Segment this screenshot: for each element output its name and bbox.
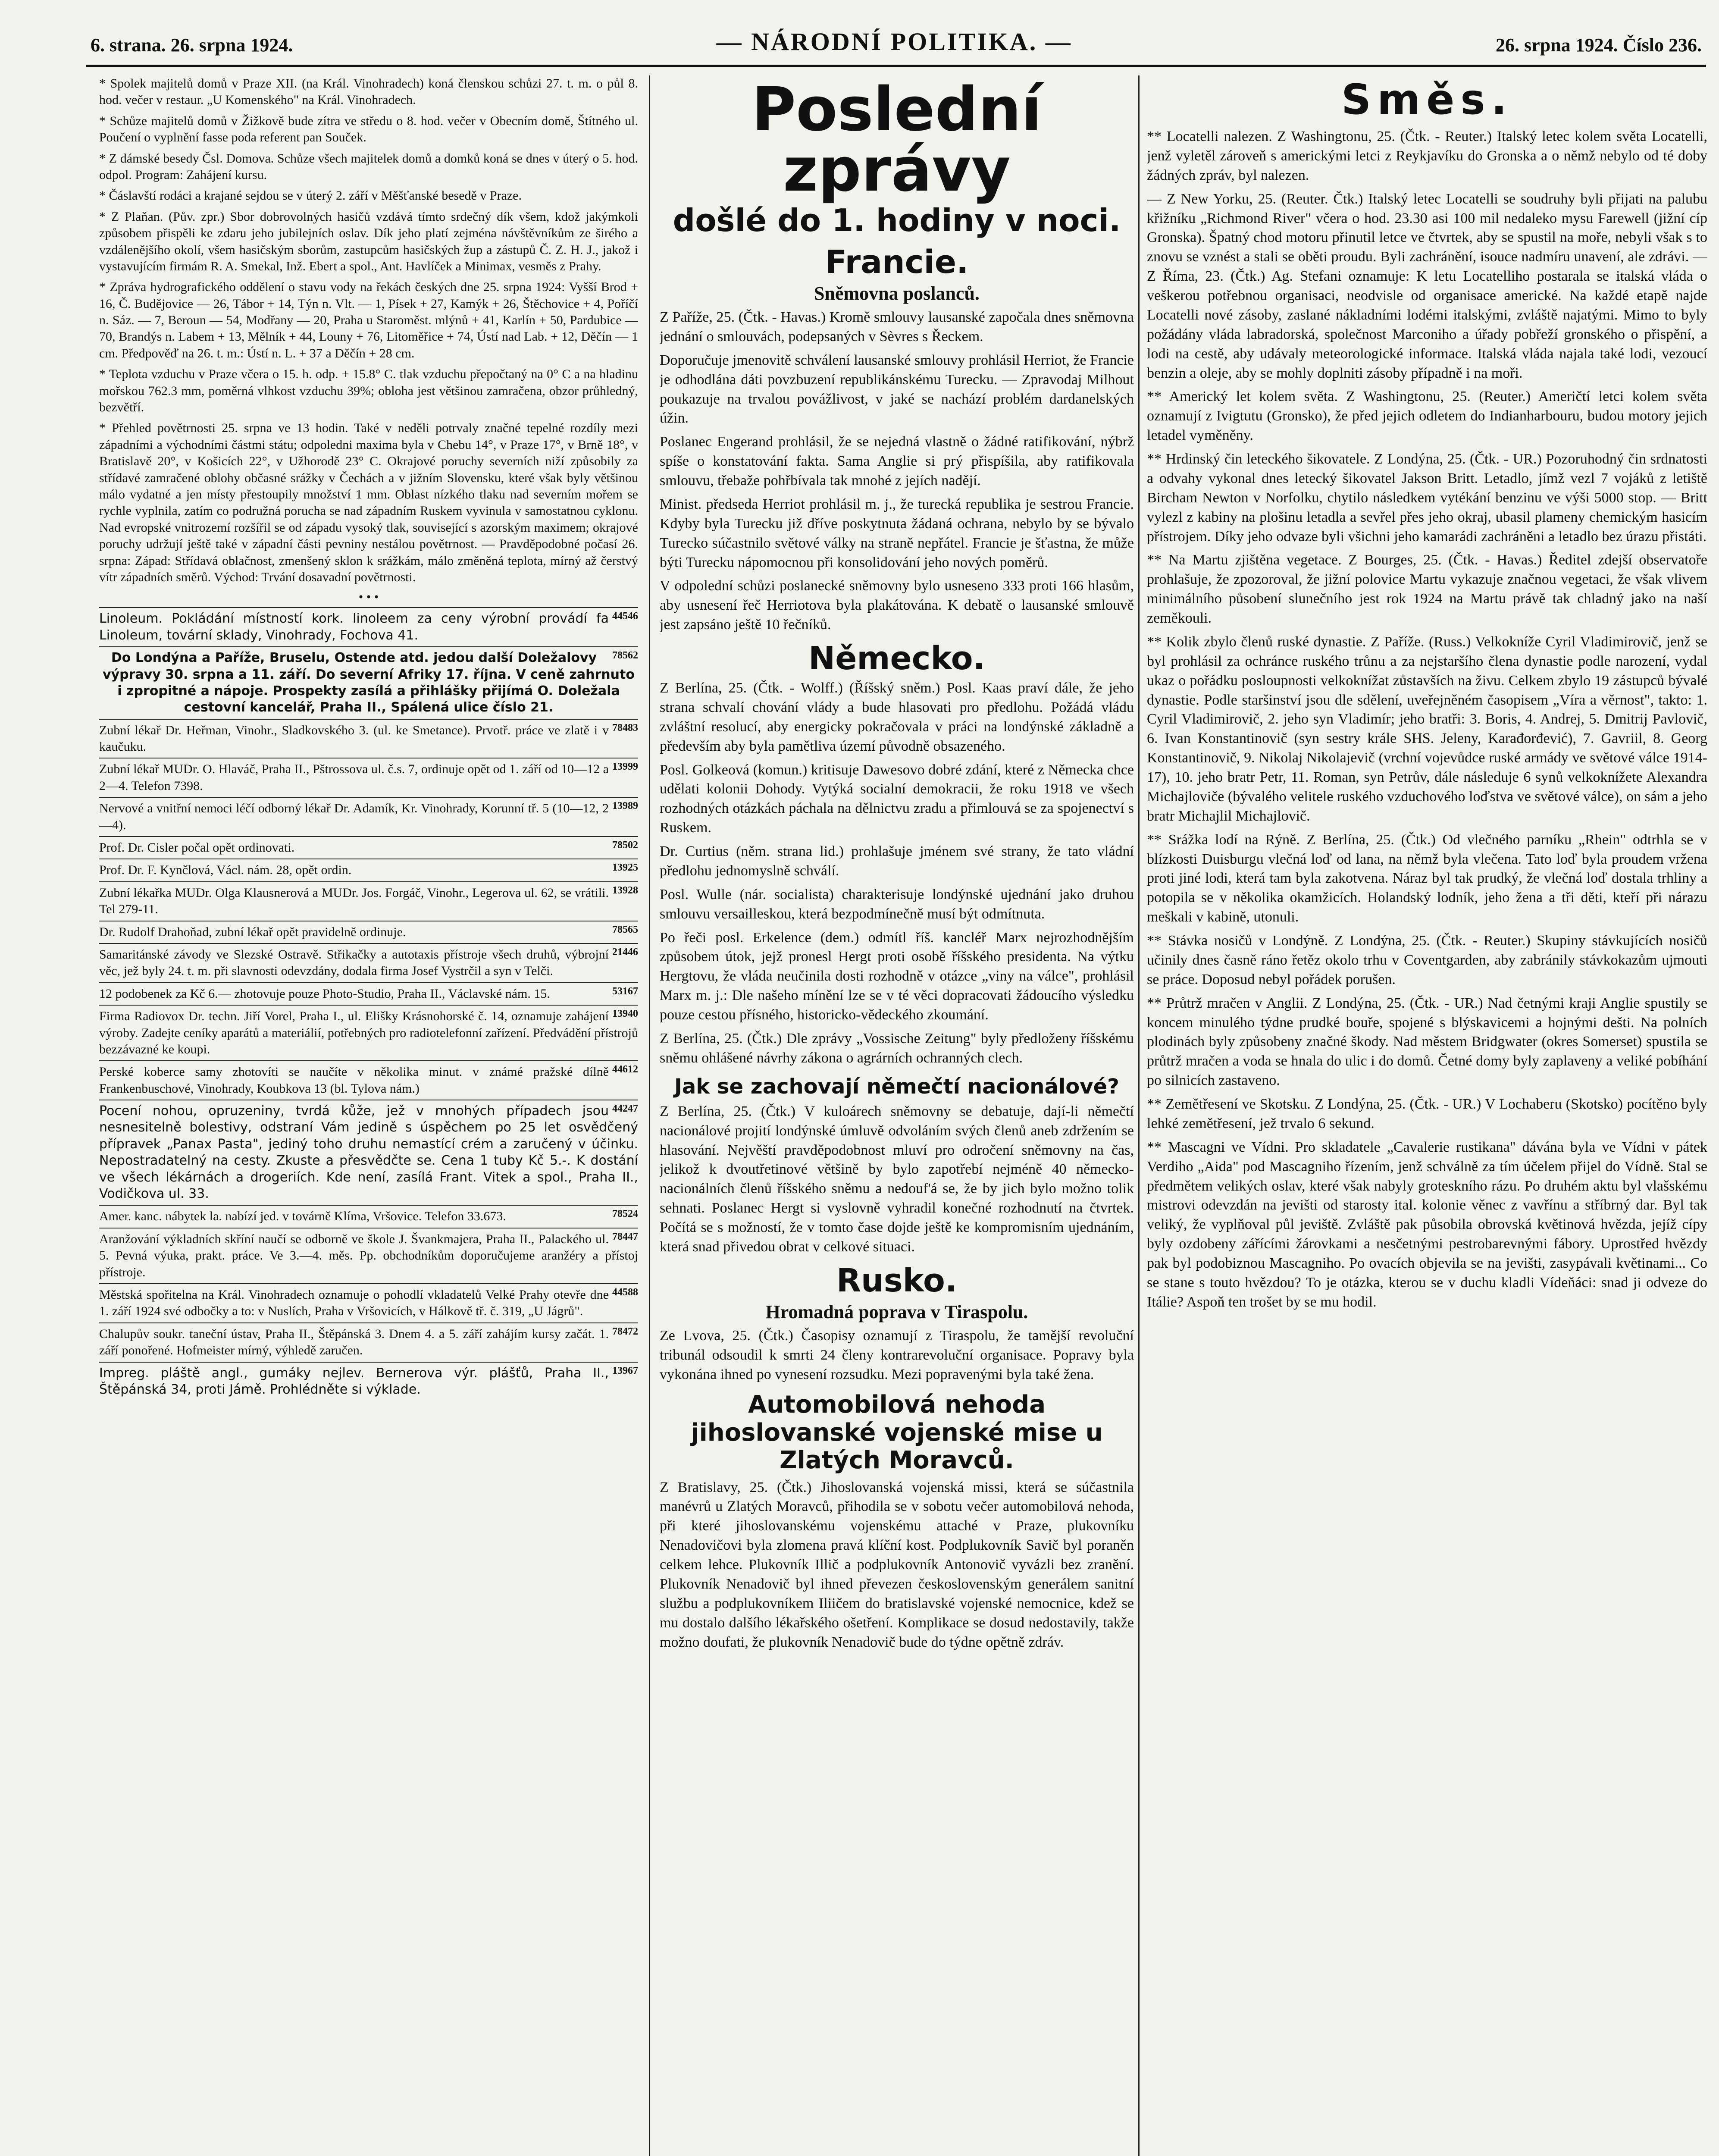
header-rule <box>86 65 1706 67</box>
ad-text: Nervové a vnitřní nemoci léčí odborný lékař Dr. Adamík, Kr. Vinohrady, Korunní tř. 5 (10—12, 2—4). <box>99 801 609 832</box>
column-local-news <box>99 75 638 2156</box>
classified-ads <box>99 607 638 1401</box>
ad-code: 44247 <box>612 1103 638 1115</box>
news-item: ** Stávka nosičů v Londýně. Z Londýna, 25. (Čtk. - Reuter.) Skupiny stávkujících nosičů učinily dnes časně ráno řetěz okolo trhu v Coventgarden, aby zabránily stávkokazům ujmouti se práce. Doposud nebyl pořádek porušen. <box>1147 933 1707 987</box>
classified-ad <box>99 881 638 921</box>
news-item: ** Locatelli nalezen. Z Washingtonu, 25. (Čtk. - Reuter.) Italský letec kolem světa Locatelli, jenž vyletěl zároveň s americkými letci z Reykjavíku do Gronska a o němž nebylo od té doby žádných zpráv, byl nalezen. <box>1147 128 1707 183</box>
ad-text: Samaritánské závody ve Slezské Ostravě. Střikačky a autotaxis přístroje všech druhů, výbrojní věc, jež byly 24. t. m. při slavnosti odevzdány, dodala firma Josef Vystrčil a syn v Telči. <box>99 947 609 978</box>
ad-code: 13999 <box>612 761 638 773</box>
article-paragraph: Dr. Curtius (něm. strana lid.) prohlašuje jménem své strany, že tato vládní předlohu jednomyslně schválí. <box>660 843 1134 879</box>
article-paragraph: Posl. Wulle (nár. socialista) charakterisuje londýnské ujednání jako druhou smlouvu versailleskou, která bezpodmínečně musí být odmítnuta. <box>660 886 1134 922</box>
article-paragraph: Posl. Golkeová (komun.) kritisuje Dawesovo dobré zdání, které z Německa chce udělati kolonii Dohody. Vytýká socialní demokracii, že roku 1918 ve všech rozhodných otázkách páchala na dělnictvu zradu a přimlouvá se za spojenectví s Ruskem. <box>660 761 1134 836</box>
classified-ad <box>99 719 638 758</box>
column-divider <box>649 75 650 2156</box>
ad-code: 78562 <box>612 650 638 661</box>
news-item: ** Mascagni ve Vídni. Pro skladatele „Cavalerie rustikana" dávána byla ve Vídni v pátek Verdiho „Aida" pod Mascagniho řízením, jenž schválně za tím účelem přijel do Vídně. Stal se předmětem velikých oslav, které však nabyly groteskního rázu. Po druhém aktu byl vlašskému mistrovi odevzdán na jevišti od starosty ital. kolonie věnec z vavřínu a stříbrný dar. Byl tak veliký, že vyplňoval půl jeviště. Zvláště pak působila obrovská květinová hvězda, jejíž cípy byly ozdobeny zářícími žárovkami a nesčetnými pestrobarevnými fábory. Uprostřed hvězdy pak byl podobiznou Mascagniho. Po ovacích objevila se na jevišti, zasypávali květinami... Co se stane s touto hvězdou? To je otázka, kterou se v duchu kladli Vídeňáci: snad ji odveze do Itálie? Aspoň ten trošet by se mu hodil. <box>1147 1139 1707 1310</box>
ad-text: 12 podobenek za Kč 6.— zhotovuje pouze Photo-Studio, Praha II., Václavské nám. 15. <box>99 986 550 1001</box>
news-item: ** Srážka lodí na Rýně. Z Berlína, 25. (Čtk.) Od vlečného parníku „Rhein" odtrhla se v blízkosti Duisburgu vlečná loď od lana, na němž byla vlečena. Tato loď byla proudem vržena proti jiné lodi, která tam byla zakotvena. Náraz byl tak prudký, že vlečná loď dostala trhliny a potopila se v několika okamžicích. Holandský lodník, jeho žena a tři děti, kteří při nárazu meškali v kabině, utonuli. <box>1147 831 1707 925</box>
page-number-date: 6. strana. 26. srpna 1924. <box>91 34 293 56</box>
heading-france: Francie. <box>825 244 969 281</box>
article-paragraph: Z Berlína, 25. (Čtk. - Wolff.) (Říšský sněm.) Posl. Kaas praví dále, že jeho strana schvalí chování vlády a bude hlasovati pro předlohu. Požádá vládu zvláštní resolucí, aby energicky pokračovala v práci na londýnské základně a především aby byla pamětliva území původně obsazeného. <box>660 680 1134 754</box>
classified-ad <box>99 1283 638 1322</box>
article-paragraph: Poslanec Engerand prohlásil, že se nejedná vlastně o žádné ratifikování, nýbrž spíše o konstatování fakta. Sama Anglie si prý přispíšila, aby ratifikovala smlouvu, třebaže pohřbívala tak mnohé z jejích nadějí. <box>660 434 1134 489</box>
ad-text: Dr. Rudolf Drahoňad, zubní lékař opět pravidelně ordinuje. <box>99 924 406 939</box>
news-item: ** Průtrž mračen v Anglii. Z Londýna, 25. (Čtk. - UR.) Nad četnými kraji Anglie spustily se koncem minulého týdne prudké bouře, spojené s blýskavicemi a hojnými dešti. Na polních plodinách byly způsobeny značné škody. Nad městem Bridgwater (okres Somerset) spustila se průtrž mračen a voda se hnala do ulic i do domů. Četné domy byly zaplaveny a veliké pobíhání po silnicích zastaveno. <box>1147 995 1707 1089</box>
article-paragraph: Z Bratislavy, 25. (Čtk.) Jihoslovanská vojenská missi, která se súčastnila manévrů u Zlatých Moravců, přihodila se v sobotu večer automobilová nehoda, při které jihoslovanskému vojenskému attaché v Praze, plukovníku Nenadovičovi byla zlomena pravá klíční kost. Podplukovník Savič byl poraněn celkem lehce. Plukovník Illič a podplukovník Antonovič vyvázli bez zranění. Plukovník Nenadovič byl ihned převezen československým generálem sanitní službu a podplukovníkem Iliičem do bratislavské vojenské nemocnice, kdež se mu dostalo dalšího lékařského ošetření. Komplikace se dosud nedostavily, takže možno doufati, že plukovník Nenadovič bude do týdne opětně zdráv. <box>660 1479 1134 1650</box>
ad-text: Firma Radiovox Dr. techn. Jiří Vorel, Praha I., ul. Elišky Krásnohorské č. 14, oznamuje zahájení výroby. Zadejte ceníky aparátů a materiálií, potřebných pro radiotelefonní zařízení. Předvádění přístrojů bezzávazné ke koupi. <box>99 1009 638 1056</box>
article-paragraph: Z Paříže, 25. (Čtk. - Havas.) Kromě smlouvy lausanské započala dnes sněmovna jednání o smlouvách, podepsaných v Sèvres s Řeckem. <box>660 309 1134 345</box>
classified-ad <box>99 1100 638 1205</box>
news-item: ** Na Martu zjištěna vegetace. Z Bourges, 25. (Čtk. - Havas.) Ředitel zdejší observatoře prohlašuje, že zpozoroval, že jižní polovice Martu vykazuje značnou vegetaci, že však vlivem minimálního působení slunečního jest rok 1924 na Martu právě tak chladný jako na naší zeměkouli. <box>1147 552 1707 626</box>
article-paragraph: Po řeči posl. Erkelence (dem.) odmítl říš. kancléř Marx nejrozhodnějším způsobem útok, jejž pronesl Hergt proti osobě říšského presidenta. Na výtku Hergtovu, že vláda neučinila dosti rozhodně v otázce „viny na válce", prohlásil Marx m. j.: Dle našeho mínění lze se v té věci dopracovati žádoucího výsledku pouze cestou přísného, historicko-vědeckého zkoumání. <box>660 929 1134 1023</box>
notice: * Spolek majitelů domů v Praze XII. (na Král. Vinohradech) koná členskou schůzi 27. t. m. o půl 8. hod. večer v restaur. „U Komenského" na Král. Vinohradech. <box>99 76 638 107</box>
notice: * Teplota vzduchu v Praze včera o 15. h. odp. + 15.8° C. tlak vzduchu přepočtaný na 0° C a na hladinu mořskou 762.3 mm, poměrná vlhkost vzduchu 39%; obloha jest většinou zamračena, obzor průhledný, bezvětří. <box>99 367 638 415</box>
classified-ad <box>99 836 638 859</box>
ad-text: Do Londýna a Paříže, Bruselu, Ostende atd. jedou další Doležalovy výpravy 30. srpna a 11. září. Do severní Afriky 17. října. V ceně zahrnuto i zpropitné a nápoje. Prospekty zasílá a přihlášky přijímá O. Doležala cestovní kancelář, Praha II., Spálená ulice číslo 21. <box>103 650 635 715</box>
classified-ad <box>99 758 638 797</box>
ad-text: Aranžování výkladních skříní naučí se odborně ve škole J. Švankmajera, Praha II., Palackého ul. 5. Pevná výuka, prakt. práce. Ve 3.—4. měs. Pp. obchodníkům doporučujeme aranžéry a přístoj přístroje. <box>99 1232 638 1279</box>
heading-nationalists: Jak se zachovají němečtí nacionálové? <box>674 1074 1119 1099</box>
notice: * Čáslavští rodáci a krajané sejdou se v úterý 2. září v Měšťanské besedě v Praze. <box>99 188 522 203</box>
ad-text: Městská spořitelna na Král. Vinohradech oznamuje o pohodlí vkladatelů Velké Prahy otevře dne 1. září 1924 své odbočky a to: v Nuslích, Praha v Vršovicích, v Hálkově tř. č. 319, „U Jágrů". <box>99 1288 609 1319</box>
section-subheadline: došlé do 1. hodiny v noci. <box>673 202 1121 238</box>
ad-code: 53167 <box>612 985 638 997</box>
ad-text: Zubní lékař MUDr. O. Hlaváč, Praha II., Pštrossova ul. č.s. 7, ordinuje opět od 1. září od 10—12 a 2—4. Telefon 7398. <box>99 762 609 793</box>
classified-ad <box>99 1205 638 1227</box>
ad-text: Amer. kanc. nábytek la. nabízí jed. v továrně Klíma, Vršovice. Telefon 33.673. <box>99 1209 506 1224</box>
ad-code: 78447 <box>612 1231 638 1242</box>
ad-text: Pocení nohou, opruzeniny, tvrdá kůže, jež v mnohých případech jsou nesnesitelně bolestivy, odstraní Vám jedině s úspěchem po 25 let osvědčený přípravek „Panax Pasta", jediný toho druhu nemastící crém a zaručený v účinku. Nepostradatelný na cesty. Zkuste a přesvědčte se. Cena 1 tuby Kč 5.-. K dostání ve všech lékárnách a drogeriích. Kde není, zasílá Frant. Vitek a spol., Praha II., Vodičkova ul. 33. <box>99 1103 638 1202</box>
news-item: ** Hrdinský čin leteckého šikovatele. Z Londýna, 25. (Čtk. - UR.) Pozoruhodný čin srdnatosti a odvahy vykonal dnes letecký šikovatel Jakson Britt. Letadlo, jímž vezl 7 vojáků z letiště Bircham Newton v Norfolku, chytilo následkem vytékání benzinu ve výši 5000 stop. — Britt vylezl z kabiny na plošinu letadla a sevřel přes jeho okraj, ubasil plameny chemickým hasicím přístrojem. Díky jeho odvaze byli všichni jeho kamarádi zachráněni a letadlo bez úrazu přistáti. <box>1147 451 1707 545</box>
ad-code: 78483 <box>612 722 638 733</box>
masthead: — NÁRODNÍ POLITIKA. — <box>716 28 1072 56</box>
classified-ad <box>99 982 638 1005</box>
ad-code: 44588 <box>612 1287 638 1298</box>
news-item: ** Zemětřesení ve Skotsku. Z Londýna, 25. (Čtk. - UR.) V Lochaberu (Skotsko) pocítěno byly lehké zemětřesení, jež trvalo 6 sekund. <box>1147 1096 1707 1131</box>
ad-text: Impreg. pláště angl., gumáky nejlev. Bernerova výr. plášťů, Praha II., Štěpánská 34, proti Jámě. Prohlédněte si výklade. <box>99 1365 609 1397</box>
ad-code: 13989 <box>612 800 638 812</box>
heading-germany: Německo. <box>808 640 985 677</box>
ad-code: 13967 <box>612 1365 638 1376</box>
ad-text: Zubní lékařka MUDr. Olga Klausnerová a MUDr. Jos. Forgáč, Vinohr., Legerova ul. 62, se vrátili. Tel 279-11. <box>99 885 609 917</box>
article-paragraph: V odpolední schůzi poslanecké sněmovny bylo usneseno 333 proti 166 hlasům, aby usnesení řeč Herriotova byla plakátována. K debatě o lausanské smlouvě jest zapsáno ještě 10 řečníků. <box>660 578 1134 633</box>
classified-ad <box>99 1362 638 1401</box>
section-title-smes: Směs. <box>1341 75 1513 124</box>
ad-text: Chalupův soukr. taneční ústav, Praha II., Štěpánská 3. Dnem 4. a 5. září zahájím kursy začát. 1. září ponořené. Hofmeister mírný, výhledě zaručen. <box>99 1326 609 1358</box>
article-paragraph: Z Berlína, 25. (Čtk.) Dle zprávy „Vossische Zeitung" byly předloženy říšskému sněmu ohlášené návrhy zákona o agrárních ochranných clech. <box>660 1030 1134 1066</box>
section-headline: Poslední zprávy <box>751 75 1042 205</box>
notice: * Zpráva hydrografického oddělení o stavu vody na řekách českých dne 25. srpna 1924: Vyšší Brod + 16, Č. Budějovice — 26, Tábor + 14, Týn n. Vlt. — 1, Písek + 27, Kamýk + 26, Štěchovice + 4, Poříčí n. Sáz. — 7, Beroun — 54, Modřany — 20, Praha u Staroměst. mlýnů + 41, Karlín + 50, Pardubice — 70, Brandýs n. Labem + 13, Mělník + 44, Louny + 76, Litoměřice + 74, Ústí nad Lab. + 12, Děčín — 1 cm. Předpověď na 26. t. m.: Ústí n. L. + 37 a Děčín + 28 cm. <box>99 280 638 360</box>
notice: * Schůze majitelů domů v Žižkově bude zítra ve středu o 8. hod. večer v Obecním domě, Štítného ul. Poučení o vyplnění fasse poda referent pan Souček. <box>99 113 638 145</box>
classified-ad <box>99 646 638 719</box>
notice: * Z dámské besedy Čsl. Domova. Schůze všech majitelek domů a domků koná se dnes v úterý o 5. hod. odpol. Program: Zahájení kursu. <box>99 151 638 182</box>
ad-code: 44612 <box>612 1064 638 1075</box>
classified-ad <box>99 797 638 836</box>
page-header <box>91 17 1702 56</box>
news-item: — Z New Yorku, 25. (Reuter. Čtk.) Italský letec Locatelli se soudruhy byli přijati na palubu křižníku „Richmond River" včera o hod. 23.30 asi 100 mil nedaleko mysu Farewell (jižní cíp Gronska). Špatný chod motoru přinutil letce ve čtvrtek, aby se spustil na moře, nebyli však s to znovu se vznést a stali se oběti proudu. Byli zachránění, isouce nadmíru unavení, ale zdrávi. — Z Říma, 23. (Čtk.) Ag. Stefani oznamuje: K letu Locatelliho postarala se italská vláda o veškerou potřebnou organisaci, neodvisle od organisace americké. Na každé etapě najde Locatelli nové zásoby, zaslané nákladními lodémi italskými, zvláště najatými. Mimo to byly požádány vláda labradorská, společnost Marconiho a úřady pobřeží gronského o přispění, a lodi na cestě, aby udávaly meteorologické informace. Italská vláda najala také lodi, vezoucí benzin a oleje, aby se mohly doplniti zásoby případně i na moři. <box>1147 191 1707 381</box>
classified-ad <box>99 921 638 943</box>
classified-ad <box>99 1060 638 1100</box>
heading-car-accident: Automobilová nehoda jihoslovanské vojenské mise u Zlatých Moravců. <box>691 1391 1103 1475</box>
ad-text: Perské koberce samy zhotovíti se naučíte v několika minut. v známé pražské dílně Frankenbuschové, Vinohrady, Koubkova 13 (bl. Tylova nám.) <box>99 1065 609 1096</box>
classified-ad <box>99 607 638 646</box>
ad-code: 13928 <box>612 884 638 896</box>
news-item: ** Americký let kolem světa. Z Washingtonu, 25. (Reuter.) Američtí letci kolem světa oznamují z Ivigtutu (Gronsko), že před jejich odletem do Indianharbouru, budou motory jejich letadel vyměněny. <box>1147 389 1707 444</box>
ad-code: 78502 <box>612 840 638 851</box>
classified-ad <box>99 1322 638 1362</box>
classified-ad <box>99 1005 638 1060</box>
article-paragraph: Z Berlína, 25. (Čtk.) V kuloárech sněmovny se debatuje, dají-li němečtí nacionálové projití londýnské úmluvě odvoláním svých členů aneb zdržením se hlasování. Nejvěští pravděpodobnost mluví pro odročení sněmovny na čas, jelikož k dvoutřetinové většině by bylo zapotřebí nejméně 40 německo-nacionálních členů říšského sněmu a nedouf'á se, že by jich bylo možno tolik sehnati. Poslanec Hergt si vyslovně vyhradil konečné rozhodnutí na čtvrtek. Počítá se s možností, že v tomto čase dojde ještě ke kompromisním ujednáním, která snad přivedou obrat v celkové situaci. <box>660 1103 1134 1255</box>
classified-ad <box>99 859 638 881</box>
article-paragraph: Ze Lvova, 25. (Čtk.) Časopisy oznamují z Tiraspolu, že tamější revoluční tribunál odsoudil k smrti 24 členy kontrarevoluční organisace. Popravy byla vykonána ihned po vynesení rozsudku. Mezi popravenými byla také žena. <box>660 1327 1134 1382</box>
ad-text: Zubní lékař Dr. Heřman, Vinohr., Sladkovského 3. (ul. ke Smetance). Prvotř. práce ve zlatě i v kaučuku. <box>99 723 609 754</box>
column-latest-news <box>660 75 1134 2156</box>
ad-text: Prof. Dr. Cisler počal opět ordinovati. <box>99 840 295 855</box>
ad-text: Linoleum. Pokládání místností kork. linoleem za ceny výrobní provádí fa Linoleum, tovární sklady, Vinohrady, Fochova 41. <box>99 611 609 643</box>
article-paragraph: Minist. předseda Herriot prohlásil m. j., že turecká republika je sestrou Francie. Kdyby byla Turecku již dříve poskytnuta žádaná ochrana, nebylo by se bývalo Turecko súčastnilo světové války na straně nepřátel. Francie je šťastna, že může býti Turecku nápomocnou při konsolidování jeho nových poměrů. <box>660 496 1134 570</box>
separator: • • • <box>358 590 379 605</box>
ad-code: 13940 <box>612 1008 638 1020</box>
classified-ad <box>99 943 638 982</box>
notice: * Z Plaňan. (Pův. zpr.) Sbor dobrovolných hasičů vzdává tímto srdečný dík všem, kdož jakýmkoli způsobem přispěli ke zdaru jeho jubilejních oslav. Dík jeho platí zejména návštěvníkům ze širého a vzdálenějšího okolí, všem hasičským sborům, zastupcům hasičských žup a zástupů Č. Z. H. J., jakož i vystavujícím firmám R. A. Smekal, Inž. Ebert a spol., Ant. Havlíček a Minimax, vesměs z Prahy. <box>99 209 638 273</box>
ad-code: 21446 <box>612 946 638 958</box>
ad-code: 44546 <box>612 611 638 622</box>
article-paragraph: Doporučuje jmenovitě schválení lausanské smlouvy prohlásil Herriot, že Francie je odhodlána dáti povzbuzení republikánskému Turecku. — Zpravodaj Milhout poukazuje na trvalou povážlivost, v jaké se nachází problém dardanelských úžin. <box>660 352 1134 426</box>
heading-russia: Rusko. <box>836 1262 957 1299</box>
ad-code: 13925 <box>612 862 638 874</box>
news-item: ** Kolik zbylo členů ruské dynastie. Z Paříže. (Russ.) Velkokníže Cyril Vladimirovič, jenž se byl prohlásil za ochránce ruského trůnu a za nejstaršího člena dynastie podle narození, vydal ukaz o pořádku posloupnosti velkoknížat zůstavších na živu. Celkem zbylo 19 zástupců bývalé dynastie. Podle staršinství jsou dle sdělení, uveřejněném časopisem „Víra a věrnost", takto: 1. Cyril Vladimirovič, 2. jeho syn Vladimír; jeho bratři: 3. Boris, 4. Andrej, 5. Dmitrij Pavlovič, 6. Ivan Konstantinovič (syn sestry krále SHS. Jeleny, Karađorđević), 7. Gavriil, 8. Georg Konstantinovič, 9. Nikolaj Nikolajevič (vrchní vojevůdce ruské armády ve světové válce 1914-17), 10. jeho bratr Petr, 11. Roman, syn Petrův, dále následuje 6 synů velkoknížete Alexandra Michajloviče (bývalého velitele ruského vzduchového loďstva ve světové válce), on sám a jeho bratr Michajlil Michajlovič. <box>1147 633 1707 824</box>
column-divider <box>1138 75 1140 2156</box>
subheading-france: Sněmovna poslanců. <box>814 283 980 304</box>
column-miscellany <box>1147 75 1707 2156</box>
issue-date-number: 26. srpna 1924. Číslo 236. <box>1496 34 1702 56</box>
notice: * Přehled povětrnosti 25. srpna ve 13 hodin. Také v neděli potrvaly značné tepelné rozdíly mezi západními a východními částmi státu; odpoledni maxima byla v Chebu 14°, v Praze 17°, v Brně 18°, v Bratislavě 20°, v Košicích 22°, v Užhorodě 23° C. Okrajové poruchy severních niží způsobily za střídavé zamračené oblohy občasné srážky v Čechách a v jižním Slovensku, které však byly většinou málo vydatné a jen místy přestoupily množství 1 mm. Oblast nízkého tlaku nad severním mořem se rychle vyplnila, zatím co podružná porucha se nad západním Ruskem vyvinula v samostatnou cyklonu. Nad evropské vnitrozemí rozšířil se od západu vysoký tlak, související s azorským maximem; okrajové poruchy udržují ještě také v západní části pevniny nestálou povětrnost. — Pravděpodobné počasí 26. srpna: Západ: Střídavá oblačnost, zmenšený sklon k srážkám, málo změněná teplota, mírný až čerstvý vítr západních směrů. Východ: Trvání dosavadní povětrnosti. <box>99 421 638 584</box>
classified-ad <box>99 1228 638 1283</box>
ad-code: 78565 <box>612 924 638 935</box>
ad-code: 78524 <box>612 1208 638 1220</box>
ad-code: 78472 <box>612 1326 638 1337</box>
ad-text: Prof. Dr. F. Kynčlová, Václ. nám. 28, opět ordin. <box>99 863 352 877</box>
subheading-russia: Hromadná poprava v Tiraspolu. <box>765 1301 1028 1322</box>
